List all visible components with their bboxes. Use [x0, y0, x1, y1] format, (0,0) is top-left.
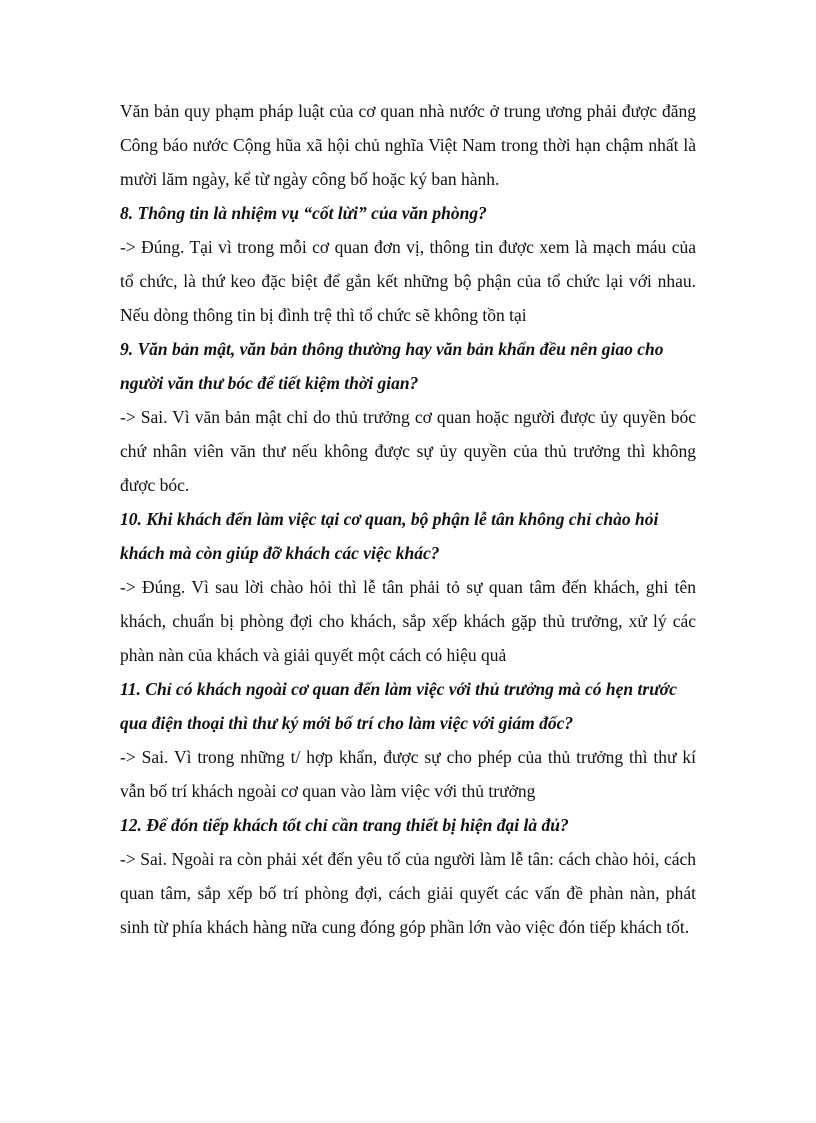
- question-12: 12. Để đón tiếp khách tốt chỉ cần trang thiết bị hiện đại là đủ?: [120, 815, 569, 835]
- answer-12: -> Sai. Ngoài ra còn phải xét đến yêu tố của người làm lễ tân: cách chào hỏi, cách quan tâm, sắp xếp bố trí phòng đợi, cách giải quyết các vấn đề phàn nàn, phát sinh từ phía khách hàng nữa cung đóng góp phần lớn vào việc đón tiếp khách tốt.: [120, 849, 696, 937]
- intro-paragraph: Văn bản quy phạm pháp luật của cơ quan nhà nước ở trung ương phải được đăng Công báo nước Cộng hũa xã hội chủ nghĩa Việt Nam trong thời hạn chậm nhất là mười lăm ngày, kể từ ngày công bố hoặc ký ban hành.: [120, 101, 696, 189]
- answer-8: -> Đúng. Tại vì trong mỗi cơ quan đơn vị, thông tin được xem là mạch máu của tổ chức, là thứ keo đặc biệt để gắn kết những bộ phận của tổ chức lại với nhau. Nếu dòng thông tin bị đình trệ thì tổ chức sẽ không tồn tại: [120, 237, 696, 325]
- question-8: 8. Thông tin là nhiệm vụ “cốt lừi” của văn phòng?: [120, 203, 487, 223]
- page-bottom-edge: [0, 1121, 816, 1122]
- document-page: [120, 94, 696, 944]
- answer-11: -> Sai. Vì trong những t/ hợp khẩn, được sự cho phép của thủ trưởng thì thư kí vẫn bố trí khách ngoài cơ quan vào làm việc với thủ trưởng: [120, 747, 696, 801]
- question-11: 11. Chỉ có khách ngoài cơ quan đến làm việc với thủ trưởng mà có hẹn trước qua điện thoại thì thư ký mới bố trí cho làm việc với giám đốc?: [120, 679, 677, 733]
- question-9: 9. Văn bản mật, văn bản thông thường hay văn bản khẩn đều nên giao cho người văn thư bóc để tiết kiệm thời gian?: [120, 339, 664, 393]
- question-10: 10. Khi khách đến làm việc tại cơ quan, bộ phận lễ tân không chỉ chào hỏi khách mà còn giúp đỡ khách các việc khác?: [120, 509, 659, 563]
- answer-10: -> Đúng. Vì sau lời chào hỏi thì lễ tân phải tỏ sự quan tâm đến khách, ghi tên khách, chuẩn bị phòng đợi cho khách, sắp xếp khách gặp thủ trưởng, xử lý các phàn nàn của khách và giải quyết một cách có hiệu quả: [120, 577, 696, 665]
- answer-9: -> Sai. Vì văn bản mật chỉ do thủ trưởng cơ quan hoặc người được ủy quyền bóc chứ nhân viên văn thư nếu không được sự ủy quyền của thủ trưởng thì không được bóc.: [120, 407, 696, 495]
